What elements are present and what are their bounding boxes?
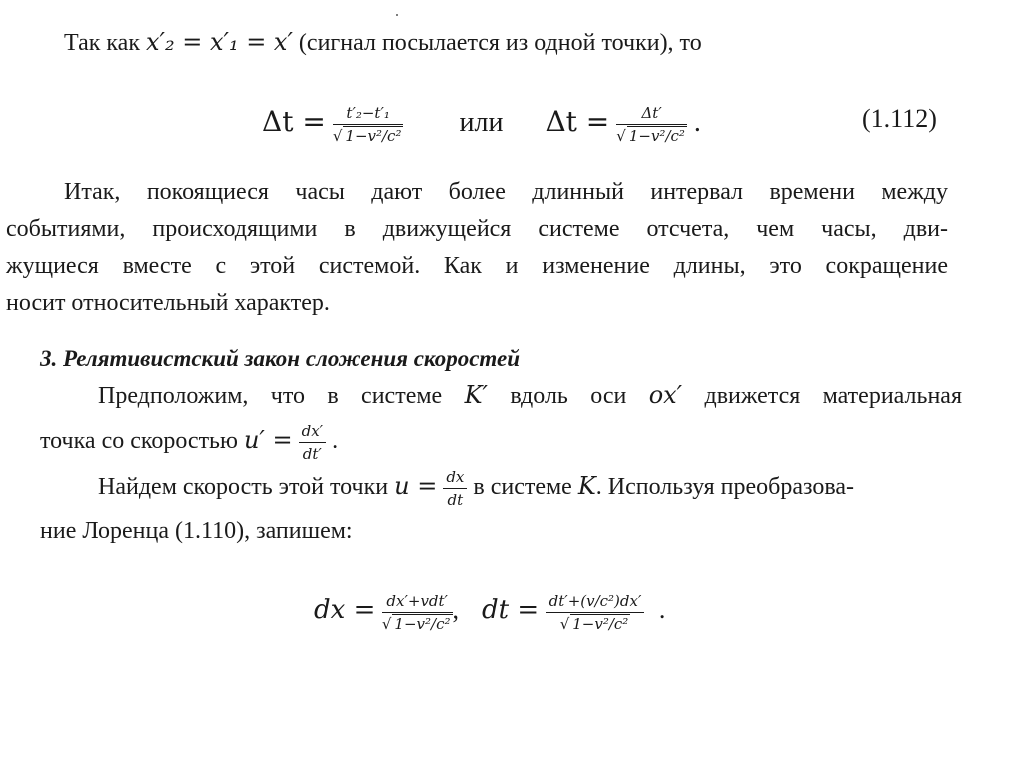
para3-frame-k-prime: K′ [464,381,488,409]
eqf-lhs-dx: dx = [314,595,376,625]
para3-text-a: Предположим, что в системе [98,383,465,409]
sqrt-icon: √ [616,127,626,146]
eq112-fraction-2 [616,104,687,145]
eqf-den-dx-text: 1−v²/c² [394,614,451,633]
sqrt-icon: √ [559,614,570,633]
para4-frame-k: K [577,472,596,500]
para3-axis-ox-prime: ox′ [648,381,683,409]
para3-line-1 [40,380,962,411]
eq112-num-1: t′₂−t′₁ [333,104,404,125]
stray-dot [396,14,398,16]
eq112-fraction-1 [333,104,404,145]
para4-line-1 [98,466,962,509]
sqrt-icon: √ [381,614,392,633]
eqf-den-dt-text: 1−v²/c² [572,614,629,633]
para3-text-b: вдоль оси [487,383,649,409]
eqf-den-dt [546,613,645,633]
para2-line-2: событиями, происходящими в движущейся системе отсчета, чем часы, дви- [6,216,948,242]
eq112-or: или [459,107,504,138]
equation-1-112 [262,102,701,145]
eqf-num-dt: dt′+(v/c²)dx′ [546,592,645,613]
para3-period: . [326,428,339,454]
eq112-lhs-2: Δt = [545,105,610,138]
para4-text-b: в системе [467,474,578,500]
eqf-fraction-dt [546,592,645,633]
eqf-period: . [658,595,666,624]
intro-prefix: Так как [64,30,146,56]
para2-line-1: Итак, покоящиеся часы дают более длинный интервал времени между [64,179,948,205]
fraction-dx-prime-dt-prime [299,422,326,463]
equation-lorentz-differentials [314,580,665,640]
para4-line-2: ние Лоренца (1.110), запишем: [40,518,353,544]
eq112-num-2: Δt′ [616,104,687,125]
frac-num-dx: dx [443,468,467,489]
frac-num-dx-prime: dx′ [299,422,326,443]
eq112-den-1-text: 1−v²/c² [345,127,402,146]
eq112-period: . [693,107,701,138]
frac-den-dt: dt [447,490,464,509]
eqf-comma: , [452,595,459,624]
paragraph-clock [6,174,948,322]
para2-line-4: носит относительный характер. [6,290,330,316]
eqf-fraction-dx [382,592,453,633]
para3-line-2 [40,420,338,463]
sqrt-icon: √ [332,127,343,146]
eqf-num-dx: dx′+vdt′ [382,592,453,613]
para4-text-a: Найдем скорость этой точки [98,474,395,500]
velocity-u-prime: u′ = [243,426,293,454]
fraction-dx-dt [443,468,467,509]
frac-den-dt-prime: dt′ [302,444,322,463]
eq112-lhs: Δt = [262,105,326,138]
eq112-den-1 [333,125,404,145]
velocity-u: u = [394,472,438,500]
para2-line-3: жущиеся вместе с этой системой. Как и изменение длины, это сокращение [6,253,948,279]
para3-line2-text: точка со скоростью [40,428,244,454]
equation-number-1-112: (1.112) [862,104,937,133]
paragraph-suppose [40,380,962,411]
intro-suffix: (сигнал посылается из одной точки), то [292,30,702,56]
eqf-lhs-dt: dt = [482,595,540,625]
intro-line [64,27,702,58]
primed-equality: x′₂ = x′₁ = x′ [145,28,293,56]
eq112-den-2-text: 1−v²/c² [628,127,685,146]
para4-text-c: . Используя преобразова- [595,474,854,500]
eq112-den-2 [616,125,687,145]
eqf-den-dx [382,613,453,633]
para3-text-c: движется материальная [682,383,962,409]
section-heading: 3. Релятивистский закон сложения скоростей [40,346,521,371]
